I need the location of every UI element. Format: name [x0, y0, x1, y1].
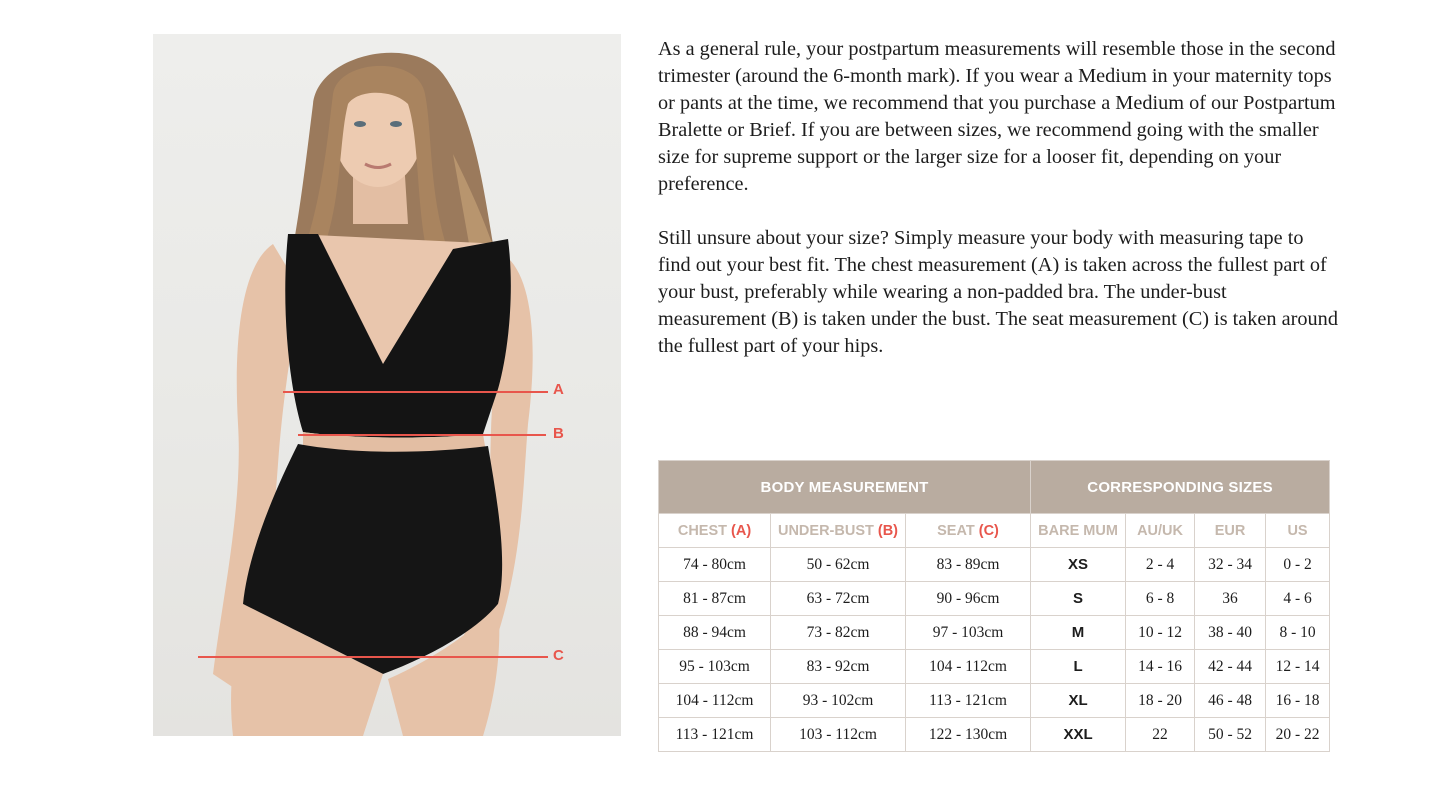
cell-us: 4 - 6 [1266, 582, 1330, 616]
cell-bare-mum: L [1031, 650, 1126, 684]
cell-bare-mum: S [1031, 582, 1126, 616]
chest-marker-label: A [553, 381, 564, 398]
size-chart-table [658, 460, 1330, 752]
cell-us: 20 - 22 [1266, 718, 1330, 752]
cell-au-uk: 2 - 4 [1126, 548, 1195, 582]
cell-seat: 83 - 89cm [906, 548, 1031, 582]
seat-measure-line [198, 656, 548, 658]
cell-us: 12 - 14 [1266, 650, 1330, 684]
column-header-chest: CHEST (A) [659, 514, 771, 548]
cell-seat: 113 - 121cm [906, 684, 1031, 718]
cell-us: 8 - 10 [1266, 616, 1330, 650]
cell-bare-mum: XXL [1031, 718, 1126, 752]
cell-eur: 46 - 48 [1195, 684, 1266, 718]
body-measurement-header: BODY MEASUREMENT [659, 461, 1031, 514]
cell-bare-mum: XS [1031, 548, 1126, 582]
table-row [659, 650, 1330, 684]
cell-chest: 95 - 103cm [659, 650, 771, 684]
cell-eur: 36 [1195, 582, 1266, 616]
table-row [659, 684, 1330, 718]
table-group-header-row [659, 461, 1330, 514]
chest-measure-line [283, 391, 548, 393]
cell-au-uk: 6 - 8 [1126, 582, 1195, 616]
column-header-au-uk: AU/UK [1126, 514, 1195, 548]
cell-underbust: 73 - 82cm [771, 616, 906, 650]
measure-paragraph: Still unsure about your size? Simply measure your body with measuring tape to find out your best fit. The chest measurement (A) is taken across the fullest part of your bust, preferably while wearing a non-padded bra. The under-bust measurement (B) is taken under the bust. The seat measurement (C) is taken around the fullest part of your hips. [658, 227, 1338, 357]
cell-chest: 104 - 112cm [659, 684, 771, 718]
cell-eur: 42 - 44 [1195, 650, 1266, 684]
table-column-header-row [659, 514, 1330, 548]
cell-au-uk: 10 - 12 [1126, 616, 1195, 650]
cell-chest: 88 - 94cm [659, 616, 771, 650]
cell-seat: 97 - 103cm [906, 616, 1031, 650]
cell-chest: 81 - 87cm [659, 582, 771, 616]
cell-bare-mum: M [1031, 616, 1126, 650]
cell-chest: 74 - 80cm [659, 548, 771, 582]
cell-seat: 122 - 130cm [906, 718, 1031, 752]
seat-marker-label: C [553, 647, 564, 664]
cell-chest: 113 - 121cm [659, 718, 771, 752]
cell-au-uk: 14 - 16 [1126, 650, 1195, 684]
column-header-seat: SEAT (C) [906, 514, 1031, 548]
column-header-eur: EUR [1195, 514, 1266, 548]
table-row [659, 718, 1330, 752]
model-illustration [153, 34, 621, 736]
cell-eur: 50 - 52 [1195, 718, 1266, 752]
underbust-measure-line [298, 434, 546, 436]
cell-underbust: 83 - 92cm [771, 650, 906, 684]
column-header-underbust: UNDER-BUST (B) [771, 514, 906, 548]
cell-eur: 38 - 40 [1195, 616, 1266, 650]
column-header-bare-mum: BARE MUM [1031, 514, 1126, 548]
table-row [659, 548, 1330, 582]
cell-us: 0 - 2 [1266, 548, 1330, 582]
cell-seat: 104 - 112cm [906, 650, 1031, 684]
cell-underbust: 103 - 112cm [771, 718, 906, 752]
cell-seat: 90 - 96cm [906, 582, 1031, 616]
table-row [659, 582, 1330, 616]
intro-paragraph: As a general rule, your postpartum measurements will resemble those in the second trimester (around the 6-month mark). If you wear a Medium in your maternity tops or pants at the time, we recommend that you purchase a Medium of our Postpartum Bralette or Brief. If you are between sizes, we recommend going with the smaller size for supreme support or the larger size for a looser fit, depending on your preference. [658, 38, 1336, 195]
table-row [659, 616, 1330, 650]
cell-underbust: 63 - 72cm [771, 582, 906, 616]
cell-us: 16 - 18 [1266, 684, 1330, 718]
corresponding-sizes-header: CORRESPONDING SIZES [1031, 461, 1330, 514]
cell-bare-mum: XL [1031, 684, 1126, 718]
cell-underbust: 93 - 102cm [771, 684, 906, 718]
size-guide-copy [658, 36, 1338, 387]
column-header-us: US [1266, 514, 1330, 548]
cell-au-uk: 22 [1126, 718, 1195, 752]
underbust-marker-label: B [553, 425, 564, 442]
cell-underbust: 50 - 62cm [771, 548, 906, 582]
model-photo [153, 34, 621, 736]
cell-au-uk: 18 - 20 [1126, 684, 1195, 718]
cell-eur: 32 - 34 [1195, 548, 1266, 582]
